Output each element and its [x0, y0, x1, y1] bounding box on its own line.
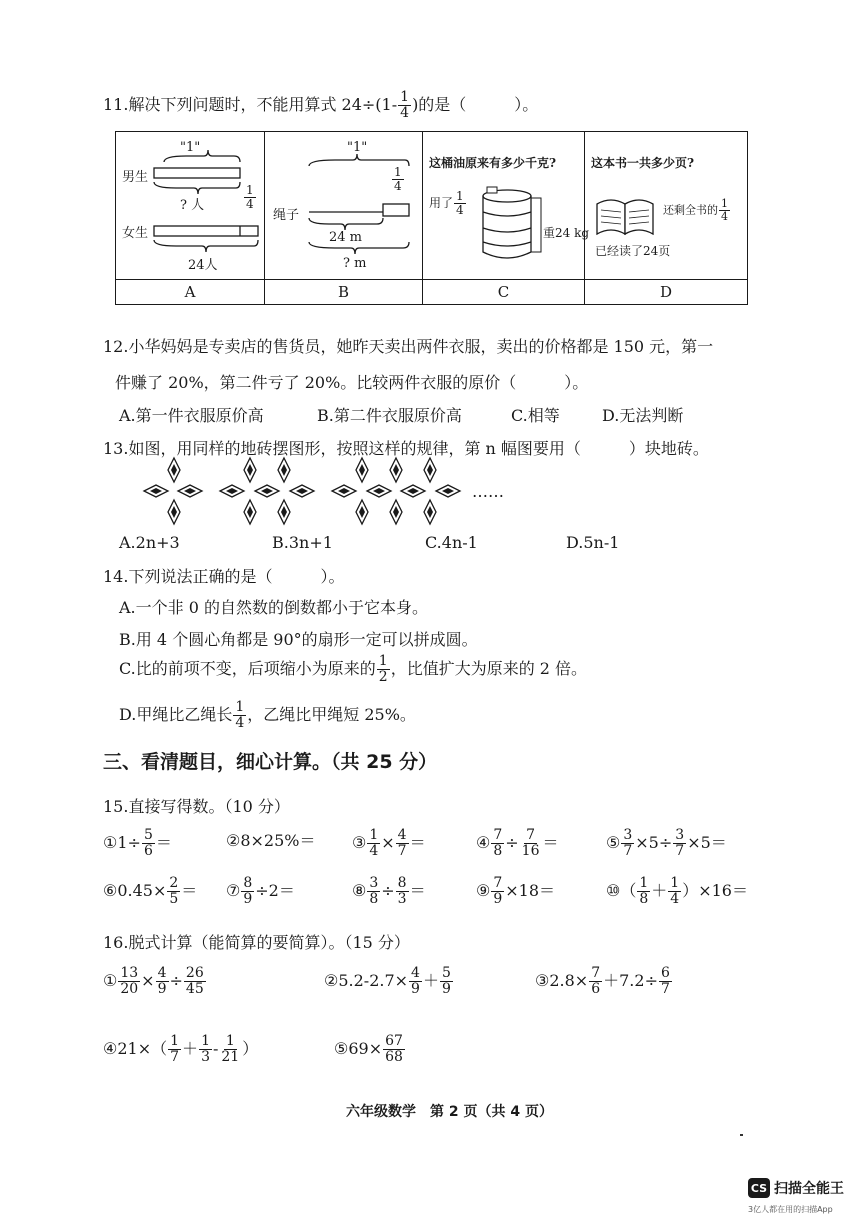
page-footer: 六年级数学 第 2 页（共 4 页）	[346, 1104, 553, 1120]
b-length: 24 m	[329, 230, 363, 245]
q13-option-c: C.4n-1	[425, 533, 478, 552]
a-girl-value: 24人	[188, 258, 218, 273]
q14-option-a: A.一个非 0 的自然数的倒数都小于它本身。	[119, 598, 428, 617]
q16-item-2: ②5.2-2.7× $\frac{4}{9}$ ＋ $\frac{5}{9}$	[324, 965, 451, 997]
q15-item-2: ②8×25%＝	[226, 831, 316, 850]
q15-item-6: ⑥0.45× $\frac{2}{5}$ ＝	[103, 875, 198, 907]
q14-option-b: B.用 4 个圆心角都是 90°的扇形一定可以拼成圆。	[119, 630, 478, 649]
q14-stem: 14.下列说法正确的是（ ）。	[103, 567, 345, 586]
q16-item-3: ③2.8× $\frac{7}{6}$ ＋7.2÷ $\frac{6}{7}$	[535, 965, 670, 997]
a-boy-label: 男生	[122, 170, 149, 185]
b-whole-label: "1"	[347, 140, 368, 155]
c-weight: 重24 kg	[543, 226, 590, 240]
q15-item-7: ⑦ $\frac{8}{9}$ ÷2＝	[226, 875, 295, 907]
q12-option-a: A.第一件衣服原价高	[119, 406, 264, 425]
q15-item-8: ⑧ $\frac{3}{8}$ ÷ $\frac{8}{3}$ ＝	[352, 875, 426, 907]
oil-barrel-icon	[475, 186, 545, 262]
option-d-label: D	[585, 280, 748, 305]
q12-line1: 12.小华妈妈是专卖店的售货员，她昨天卖出两件衣服，卖出的价格都是 150 元，第一	[103, 337, 714, 356]
q15-item-4: ④ $\frac{7}{8}$ ÷ $\frac{7}{16}$ ＝	[476, 827, 559, 859]
b-question: ? m	[343, 256, 367, 271]
q15-title: 15.直接写得数。（10 分）	[103, 797, 290, 816]
q12-line2: 件赚了 20%，第二件亏了 20%。比较两件衣服的原价（ ）。	[115, 373, 589, 392]
d-remain: 还剩全书的 $\frac{1}{4}$	[663, 197, 728, 223]
q15-item-1: ①1÷ $\frac{5}{6}$ ＝	[103, 827, 172, 859]
q11-options-table	[115, 131, 748, 305]
d-read: 已经读了24页	[595, 244, 671, 258]
q13-ellipsis: ……	[472, 482, 504, 501]
q16-item-5: ⑤69× $\frac{67}{68}$	[334, 1033, 403, 1065]
b-rope-label: 绳子	[273, 208, 300, 223]
q11-stem: 11.解决下列问题时，不能用算式 24÷(1- $\frac{1}{4}$ )的是（ ）。	[103, 89, 539, 121]
q16-item-4: ④21×（ $\frac{1}{7}$ ＋ $\frac{1}{3}$ - $\frac{1}{21}$ ）	[103, 1033, 259, 1065]
scanner-watermark	[748, 1178, 844, 1198]
b-fraction: $\frac{1}{4}$	[394, 165, 402, 193]
option-a-label: A	[116, 280, 265, 305]
q12-option-b: B.第二件衣服原价高	[317, 406, 462, 425]
c-title: 这桶油原来有多少千克?	[429, 156, 557, 170]
q14-option-d: D.甲绳比乙绳长 $\frac{1}{4}$ ，乙绳比甲绳短 25%。	[119, 699, 416, 731]
q11-panel-c	[423, 132, 590, 280]
scan-speck	[740, 1134, 743, 1136]
tile-pattern-figure	[140, 456, 470, 526]
q14-option-c: C.比的前项不变，后项缩小为原来的 $\frac{1}{2}$ ，比值扩大为原来的 2 倍。	[119, 653, 588, 685]
q15-item-9: ⑨ $\frac{7}{9}$ ×18＝	[476, 875, 556, 907]
q13-option-d: D.5n-1	[566, 533, 620, 552]
watermark-name: 扫描全能王	[774, 1181, 844, 1197]
a-fraction: $\frac{1}{4}$	[246, 183, 254, 211]
cs-badge-icon: CS	[748, 1178, 770, 1198]
open-book-icon	[593, 190, 657, 240]
q12-option-c: C.相等	[511, 406, 560, 425]
c-used: 用了 $\frac{1}{4}$	[429, 189, 464, 217]
option-c-label: C	[423, 280, 585, 305]
q16-title: 16.脱式计算（能简算的要简算）。（15 分）	[103, 933, 410, 952]
q11-panel-b	[265, 132, 423, 280]
watermark-slogan: 3亿人都在用的扫描App	[748, 1205, 833, 1214]
section-three-heading: 三、看清题目，细心计算。（共 25 分）	[103, 751, 438, 773]
q15-item-5: ⑤ $\frac{3}{7}$ ×5÷ $\frac{3}{7}$ ×5＝	[606, 827, 727, 859]
option-b-label: B	[265, 280, 423, 305]
a-whole-label: "1"	[180, 140, 201, 155]
q16-item-1: ① $\frac{13}{20}$ × $\frac{4}{9}$ ÷ $\frac{26}{45}$	[103, 965, 204, 997]
q11-panel-d	[585, 132, 748, 280]
q12-option-d: D.无法判断	[602, 406, 684, 425]
d-title: 这本书一共多少页?	[591, 156, 695, 170]
a-girl-label: 女生	[122, 226, 149, 241]
q13-option-b: B.3n+1	[272, 533, 333, 552]
a-boy-question: ? 人	[180, 198, 205, 213]
q15-item-3: ③ $\frac{1}{4}$ × $\frac{4}{7}$ ＝	[352, 827, 426, 859]
q13-option-a: A.2n+3	[119, 533, 180, 552]
q11-panel-a	[116, 132, 265, 280]
q13-stem: 13.如图，用同样的地砖摆图形，按照这样的规律，第 n 幅图要用（ ）块地砖。	[103, 439, 709, 458]
q15-item-10: ⑩（ $\frac{1}{8}$ ＋ $\frac{1}{4}$ ）×16＝	[606, 875, 748, 907]
